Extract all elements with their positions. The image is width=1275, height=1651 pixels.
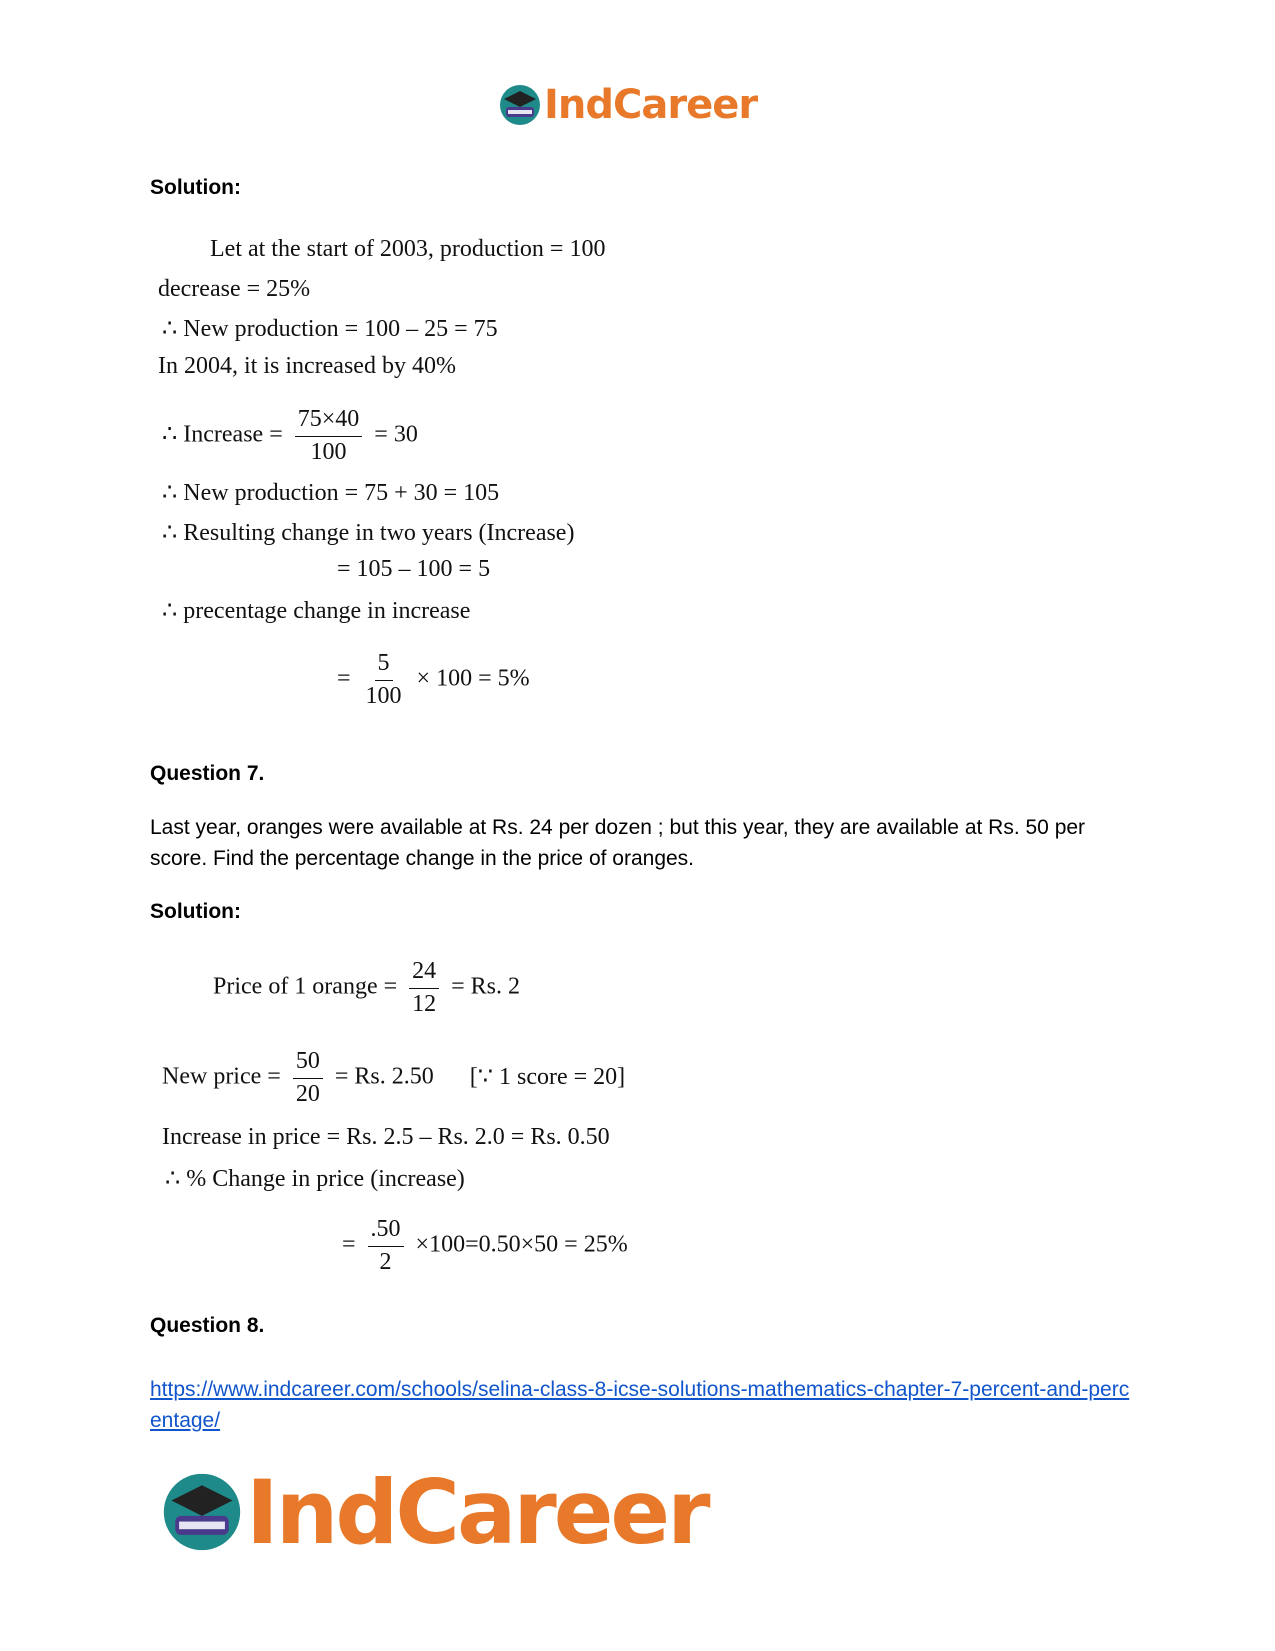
equation-suffix: ×100=0.50×50 = 25%: [415, 1231, 628, 1258]
numerator: .50: [368, 1216, 404, 1247]
math-line: ∴ New production = 100 – 25 = 75: [162, 316, 498, 342]
price-equation: [213, 958, 520, 1018]
question-label: Question 7.: [150, 762, 265, 785]
footer-logo: [160, 1462, 708, 1562]
final-equation: [342, 1216, 628, 1276]
denominator: 100: [365, 682, 402, 709]
math-line: In 2004, it is increased by 40%: [158, 353, 456, 379]
equation-prefix: Price of 1 orange =: [213, 973, 398, 1000]
percentage-equation: [337, 650, 530, 710]
header-logo: [498, 80, 757, 130]
numerator: 75×40: [295, 406, 363, 437]
equation-prefix: =: [342, 1231, 356, 1258]
equation-suffix: = Rs. 2.50: [334, 1063, 434, 1090]
solution-label: Solution:: [150, 900, 241, 923]
math-line: ∴ Resulting change in two years (Increase): [162, 520, 575, 546]
equation-suffix: × 100 = 5%: [416, 665, 530, 692]
math-line: decrease = 25%: [158, 276, 311, 302]
question-label: Question 8.: [150, 1314, 265, 1337]
numerator: 5: [375, 650, 393, 681]
logo-text: IndCareer: [246, 1460, 708, 1564]
denominator: 12: [412, 990, 437, 1017]
new-price-equation: [162, 1048, 625, 1108]
fraction: [363, 650, 405, 710]
math-line: ∴ precentage change in increase: [162, 598, 471, 624]
math-line: Increase in price = Rs. 2.5 – Rs. 2.0 = Rs. 0.50: [162, 1124, 610, 1150]
fraction: [293, 1048, 323, 1108]
equation-prefix: =: [337, 665, 351, 692]
math-line: Let at the start of 2003, production = 100: [210, 236, 606, 262]
equation-prefix: ∴ Increase =: [162, 421, 283, 448]
question-text: Last year, oranges were available at Rs. 24 per dozen ; but this year, they are available at Rs. 50 per score. Find the percentage change in the price of oranges.: [150, 816, 1086, 870]
equation-suffix: = Rs. 2: [451, 973, 521, 1000]
equation-note: [∵ 1 score = 20]: [469, 1063, 626, 1090]
source-link[interactable]: https://www.indcareer.com/schools/selina-class-8-icse-solutions-mathematics-chapter-7-percent-and-percentage/: [150, 1378, 1130, 1432]
graduation-book-icon: [498, 83, 542, 127]
denominator: 2: [379, 1248, 392, 1275]
equation-prefix: New price =: [162, 1063, 281, 1090]
equation-suffix: = 30: [374, 421, 418, 448]
numerator: 24: [409, 958, 439, 989]
increase-equation: [162, 406, 418, 466]
denominator: 100: [310, 438, 347, 465]
fraction: [409, 958, 439, 1018]
numerator: 50: [293, 1048, 323, 1079]
solution-label: Solution:: [150, 176, 241, 199]
graduation-book-icon: [160, 1470, 244, 1554]
fraction: [295, 406, 363, 466]
math-line: ∴ New production = 75 + 30 = 105: [162, 480, 500, 506]
denominator: 20: [295, 1080, 320, 1107]
logo-text: IndCareer: [544, 82, 758, 128]
math-line: ∴ % Change in price (increase): [165, 1166, 465, 1192]
math-line: = 105 – 100 = 5: [337, 556, 491, 582]
fraction: [368, 1216, 404, 1276]
